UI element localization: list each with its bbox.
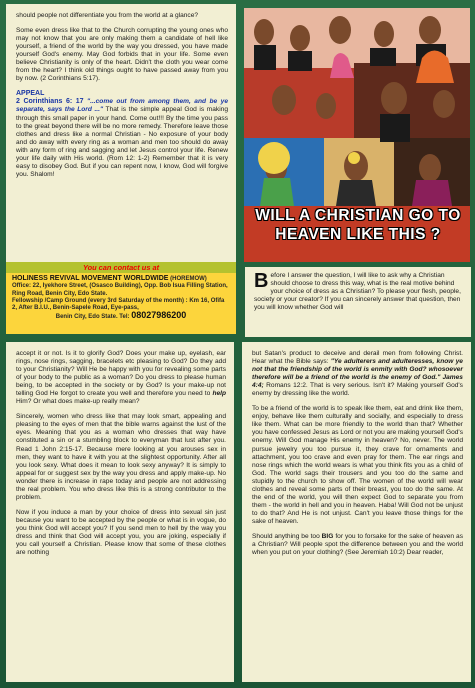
paragraph-1-text: accept it or not. Is it to glorify God? Does your make up, eyelash, ear rings, nose rings, sagging, bracelets etc pleasing to God? Do they add to your Christianity? Will He be happy with you for revealing some parts of your body to the public as a woman? Do you dress to please human being, to be accepted in the society or by God? Is your make-up not telling God He forgot to create you well and therefore you need to (16, 350, 226, 398)
appeal-paragraph (16, 98, 228, 178)
scripture-reference: James 4:4; (252, 374, 463, 390)
drop-cap: B (254, 270, 269, 292)
paragraph-3-tail: for you to forsake for the sake of heaven as a Christian? Will people spot the difference between you and the world when you put on your clothing? (See Jeremiah 10:2) Dear reader, (252, 532, 463, 557)
emphasis-big: BIG (321, 532, 334, 540)
contact-org-line (12, 275, 230, 283)
body-paragraph: Some even dress like that to the Church corrupting the young ones who may not know that you are only making them a candidate of hell like yourself, a friend of the world by the way you dressed, you have made yourself God's enemy. May God forbids that in your life. Some even believe Christianity is only of the heart. Didn't the cloth you wear come from the heart? I think old things ought to have passed away from you by now. (2 Corinthians 5:17). (16, 27, 228, 83)
bottom-left-column (6, 342, 234, 682)
paragraph-3 (252, 533, 463, 557)
paragraph-1 (252, 350, 463, 398)
appeal-text: That is the simple appeal God is making through this small paper in your hand. Come out!!! By the time you pass to the great beyond there will be no more remedy. Therefore leave those clothes and dress like a normal Christian - No exposure of your body and do away with every ring as a woman and men too should do away with any form of ring and sagging and let Jesus control your life. Renew your life daily with His world. (Rom 12: 1-2) Remember that it is very easy to disobey God. But if you can repent now, I know, God will forgive you. Shalom! (16, 106, 228, 178)
bottom-right-column (242, 342, 471, 682)
contact-phone: 08027986200 (131, 310, 187, 321)
contact-org-tag: (HOREMOW) (170, 276, 207, 283)
paragraph-2: To be a friend of the world is to speak like them, eat and drink like them, enjoy, behave like them culturally and socially, and especially to dress like them. What can be more friendly to the world than that? Whether you have confessed Jesus as Lord or not you are making yourself God's enemy. Will God manage His enemy in heaven? No, never. The world pursue jewelry you too pursue it, they crave for ornaments and attachment, you too crave and even pray for them. The ear rings and nose rings which the world wears is what you think fits you as a child of God. The world sags their trousers and you too do the same and stupidly to the church to show off. The women of the world will wear clothes and reveal some parts of their breast, you too do the same. At the end of the world, you will then expect God to separate you from them - the world in hell and you in heaven. Haba! Will God not be unjust to do that? And He is not unjust. Can't you leave those things for the sake of heaven. (252, 405, 463, 525)
article-headline: WILL A CHRISTIAN GO TO HEAVEN LIKE THIS ? (255, 207, 461, 243)
appeal-quote: "...come out from among them, and be ye separate, says the Lord ..." (16, 98, 228, 114)
paragraph-3-text: Should anything be too (252, 532, 320, 540)
contact-org: HOLINESS REVIVAL MOVEMENT WORLDWIDE (12, 275, 169, 283)
intro-paragraph: should people not differentiate you from the world at a glance? (16, 12, 199, 19)
paragraph-1 (16, 350, 226, 406)
paragraph-1-text: but Satan's product to deceive and derail men from following Christ. Hear what the Bible says: (252, 350, 463, 366)
contact-header: You can contact us at (6, 262, 236, 273)
appeal-reference: 2 Corinthians 6: 17 (16, 98, 84, 106)
contact-fellowship: Fellowship /Camp Ground (every 3rd Saturday of the month) : Km 16, Ofifa 2, After B.I.U., Benin-Sapele Road, Eye-pass, (12, 297, 225, 312)
top-right-column (245, 267, 471, 337)
contact-box (6, 262, 236, 334)
contact-city-line (12, 312, 230, 321)
paragraph-3: Now if you induce a man by your choice of dress into sexual sin just because you want to be accepted by the people or what is in vogue, do you think God will accept you? If you send men to hell by the way you dress and think that God will accept you, you are joking, especially if you call yourself a Christian. Please know that some of these clothes are nothing (16, 508, 226, 557)
intro-text: efore I answer the question, I will like to ask why a Christian should choose to dress this way, what is the real motive behind your choice of dress as a Christian? To please your flesh, people, society or your creator? If you can sincerely answer that question, then you will know whether God will (254, 272, 461, 312)
scripture-quote: "Ye adulterers and adulteresses, know ye not that the friendship of the world is enmity with God? whosoever therefore will be a friend of the world is the enemy of God." (252, 358, 463, 382)
contact-office: Office: 22, Iyekhore Street, (Osasco Building), Opp. Bob Isua Filling Station, Ring Road, Benin City, Edo State. (12, 283, 228, 297)
paragraph-1-tail: Romans 12:2. That is very serious. Isn't it? Making yourself God's enemy by dressing like the world. (252, 382, 463, 398)
paragraph-1-tail: Him? Or what does make-up really mean? (16, 398, 140, 406)
paragraph-2: Sincerely, women who dress like that may look smart, appealing and pleasing to the eyes of men that the bible warns against the lust of the eyes. Meaning that you as a woman who dresses that way have constituted a sin or a stumbling block to everyman that lust after you. Read 1 John 2:15-17. Because mere looking at you arouses sex in men, they want to have it with you at the slightest opportunity. After all you look sexy. What does it mean to look sexy anyway? It is simply to appeal for or suggest sex by the way you dress and apply make-up. No wonder there is increase in rape today and people are not addressing the real problem. You who dress like this is a strong contributor to the problem. (16, 413, 226, 501)
contact-city: Benin City, Edo State. Tel: (55, 314, 130, 321)
emphasis-help: help (212, 390, 226, 398)
appeal-heading: APPEAL (16, 90, 45, 98)
